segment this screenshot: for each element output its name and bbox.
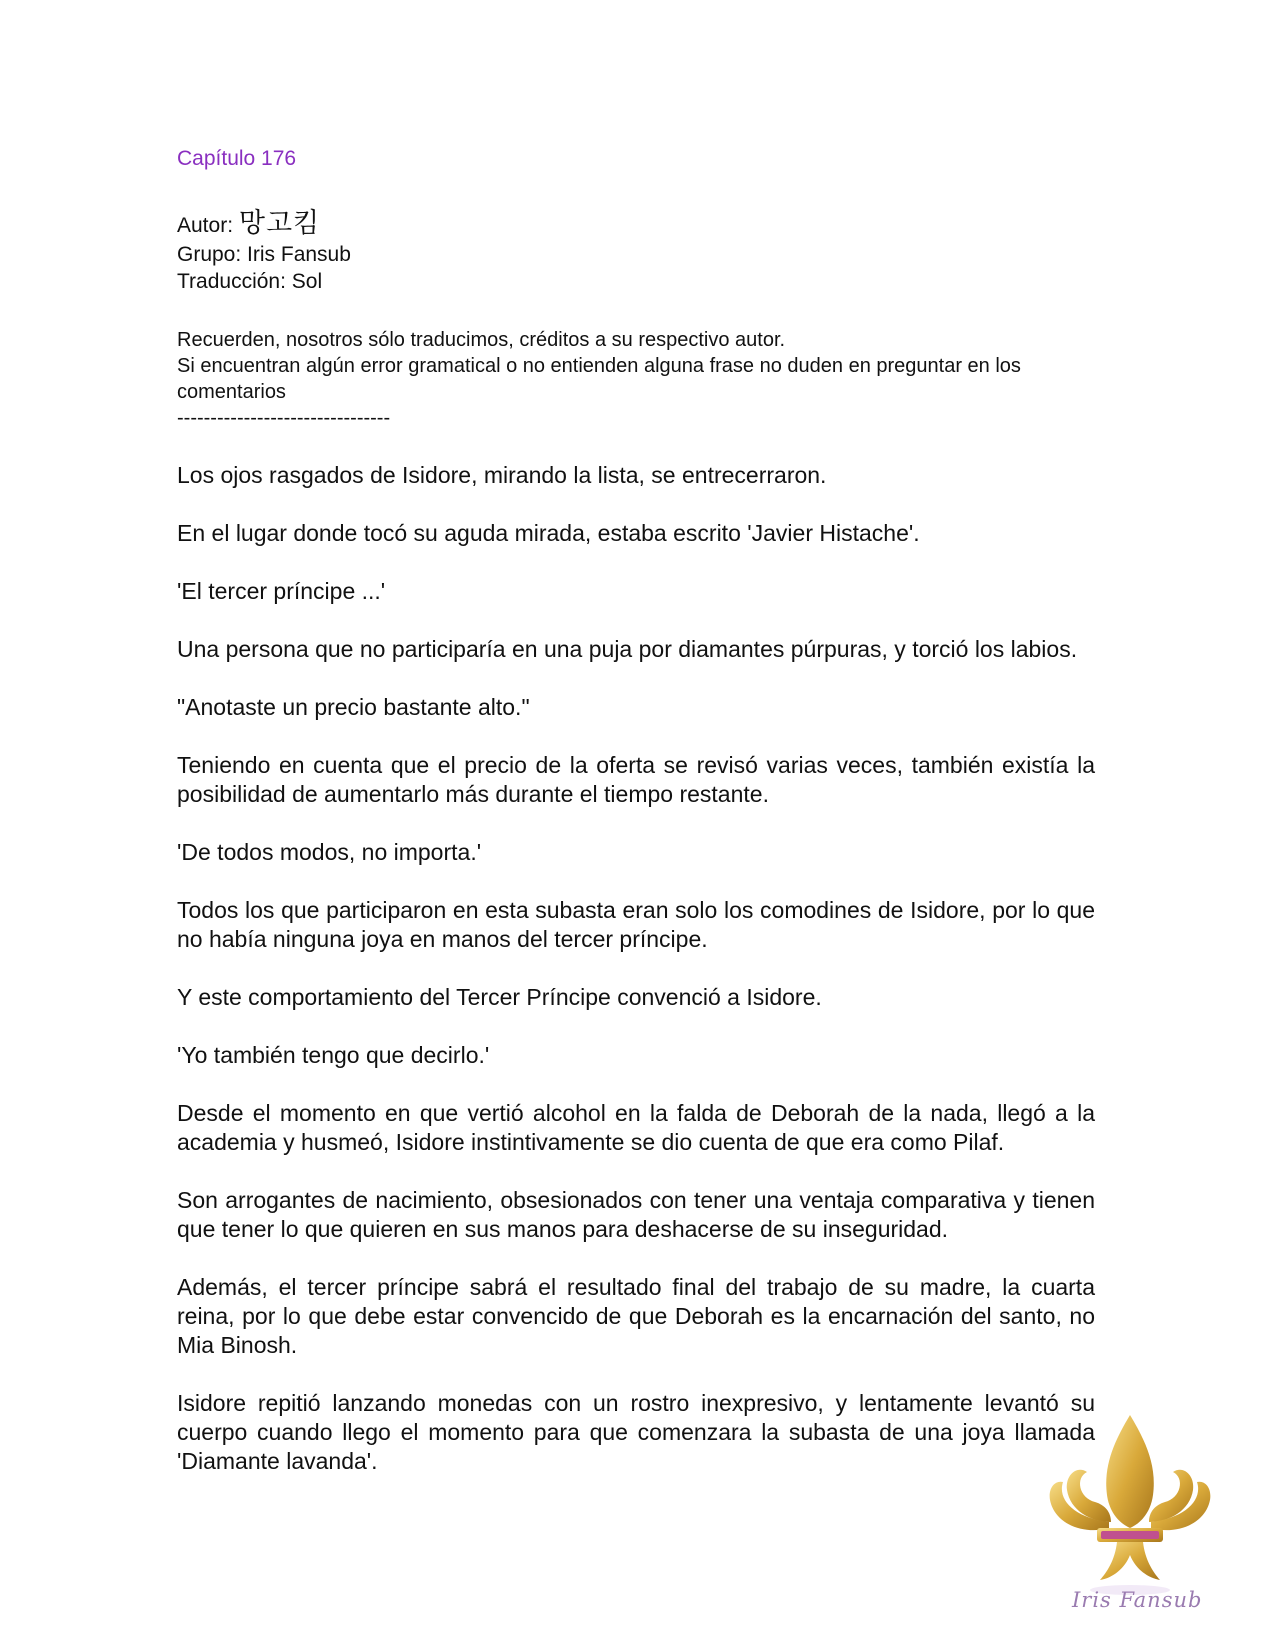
paragraph: Una persona que no participaría en una puja por diamantes púrpuras, y torció los labios. [177, 636, 1078, 662]
paragraph: Desde el momento en que vertió alcohol en la falda de Deborah de la nada, llegó a la academia y husmeó, Isidore instintivamente se dio cuenta de que era como Pilaf. [177, 1100, 1095, 1155]
author-label: Autor: [177, 214, 239, 237]
paragraph: 'Yo también tengo que decirlo.' [177, 1042, 490, 1068]
credits-block [177, 208, 351, 295]
fleur-de-lis-icon [1045, 1410, 1215, 1610]
author-line [177, 208, 351, 241]
translation-line: Traducción: Sol [177, 270, 323, 293]
paragraph: "Anotaste un precio bastante alto." [177, 694, 530, 720]
notice-line-1: Recuerden, nosotros sólo traducimos, créditos a su respectivo autor. [177, 329, 786, 351]
paragraph: 'De todos modos, no importa.' [177, 839, 482, 865]
paragraph: Los ojos rasgados de Isidore, mirando la lista, se entrecerraron. [177, 462, 827, 488]
group-line: Grupo: Iris Fansub [177, 243, 351, 266]
paragraph: En el lugar donde tocó su aguda mirada, estaba escrito 'Javier Histache'. [177, 520, 920, 546]
paragraph: Y este comportamiento del Tercer Príncipe convenció a Isidore. [177, 984, 822, 1010]
paragraph: Teniendo en cuenta que el precio de la oferta se revisó varias veces, también existía la posibilidad de aumentarlo más durante el tiempo restante. [177, 752, 1095, 807]
story-body [177, 461, 1095, 1505]
translator-notice [177, 327, 1097, 431]
chapter-title: Capítulo 176 [177, 147, 297, 170]
author-name: 망고킴 [238, 208, 321, 238]
notice-line-2: Si encuentran algún error gramatical o no entienden alguna frase no duden en preguntar en los comentarios [177, 355, 1021, 403]
paragraph: Todos los que participaron en esta subasta eran solo los comodines de Isidore, por lo que no había ninguna joya en manos del tercer príncipe. [177, 897, 1095, 952]
paragraph: Además, el tercer príncipe sabrá el resultado final del trabajo de su madre, la cuarta reina, por lo que debe estar convencido de que Deborah es la encarnación del santo, no Mia Binosh. [177, 1274, 1095, 1358]
logo-caption: Iris Fansub [1072, 1588, 1203, 1612]
paragraph: 'El tercer príncipe ...' [177, 578, 386, 604]
notice-divider: -------------------------------- [177, 407, 391, 429]
paragraph: Son arrogantes de nacimiento, obsesionados con tener una ventaja comparativa y tienen que tener lo que quieren en sus manos para deshacerse de su inseguridad. [177, 1187, 1095, 1242]
paragraph: Isidore repitió lanzando monedas con un rostro inexpresivo, y lentamente levantó su cuerpo cuando llego el momento para que comenzara la subasta de una joya llamada 'Diamante lavanda'. [177, 1390, 1095, 1474]
